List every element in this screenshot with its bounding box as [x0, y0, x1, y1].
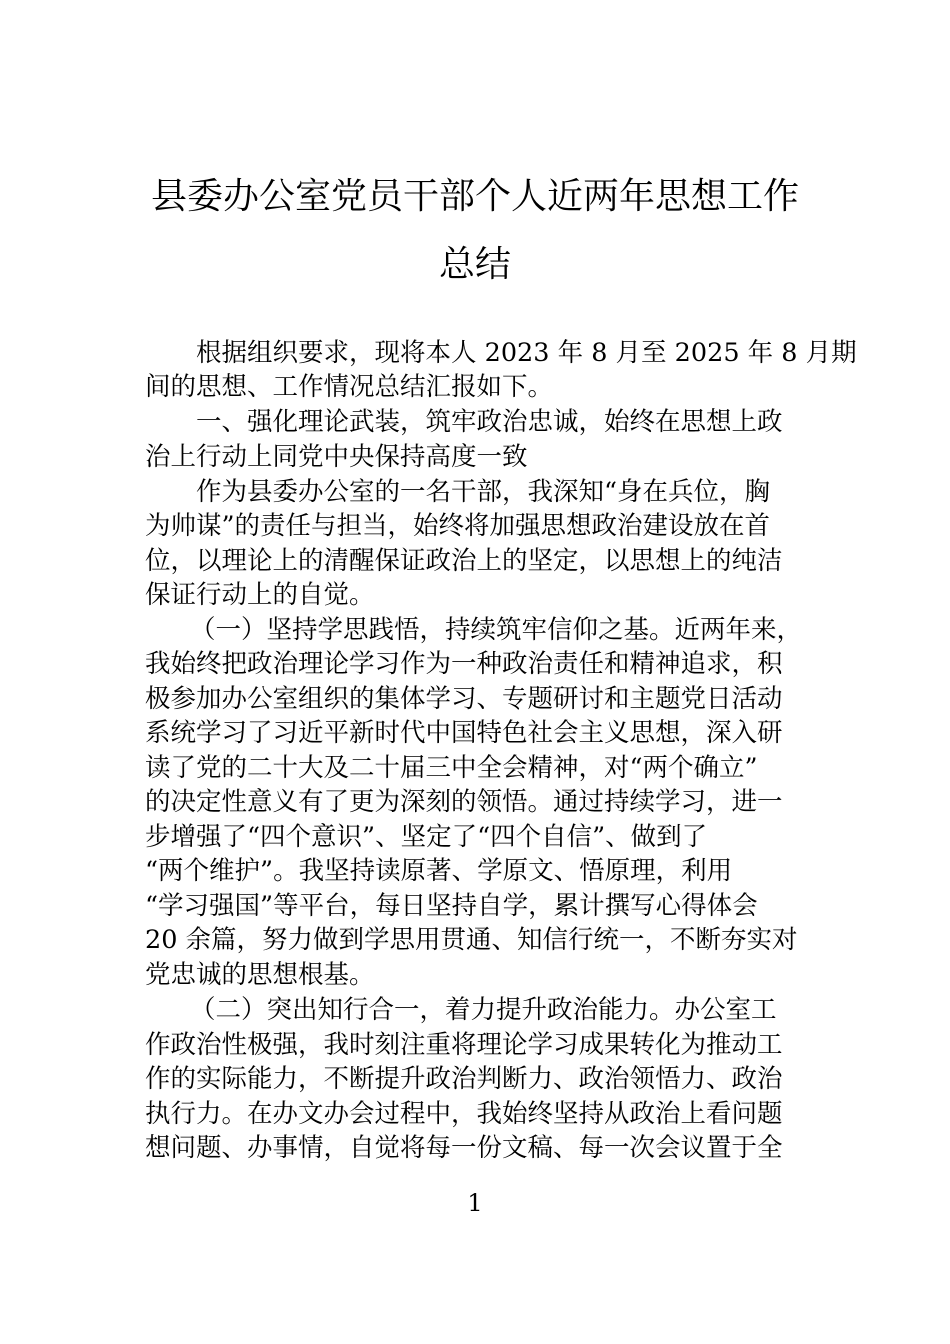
body-line: 位，以理论上的清醒保证政治上的坚定，以思想上的纯洁 — [145, 546, 783, 576]
body-line: 我始终把政治理论学习作为一种政治责任和精神追求，积 — [145, 649, 783, 679]
body-line: 作政治性极强，我时刻注重将理论学习成果转化为推动工 — [145, 1030, 783, 1060]
body-line: 执行力。在办文办会过程中，我始终坚持从政治上看问题 — [145, 1099, 783, 1129]
page-number: 1 — [467, 1189, 483, 1217]
document-title-line-2: 总结 — [438, 244, 511, 285]
subsection-line: （一）坚持学思践悟，持续筑牢信仰之基。近两年来， — [190, 615, 803, 645]
subsection-line: （二）突出知行合一，着力提升政治能力。办公室工 — [190, 995, 777, 1025]
body-line: 系统学习了习近平新时代中国特色社会主义思想，深入研 — [145, 718, 783, 748]
body-line: 20 余篇，努力做到学思用贯通、知信行统一，不断夯实对 — [145, 925, 798, 955]
body-line: 作的实际能力，不断提升政治判断力、政治领悟力、政治 — [145, 1064, 783, 1094]
section-heading-line: 治上行动上同党中央保持高度一致 — [145, 442, 528, 472]
body-line: 作为县委办公室的一名干部，我深知“身在兵位，胸 — [196, 477, 771, 507]
body-line: 的决定性意义有了更为深刻的领悟。通过持续学习，进一 — [145, 787, 783, 817]
body-line: 根据组织要求，现将本人 2023 年 8 月至 2025 年 8 月期 — [196, 338, 857, 368]
body-line: 想问题、办事情，自觉将每一份文稿、每一次会议置于全 — [145, 1133, 783, 1163]
body-line: 党忠诚的思想根基。 — [145, 960, 375, 990]
body-line: 为帅谋”的责任与担当，始终将加强思想政治建设放在首 — [145, 511, 771, 541]
body-line: 步增强了“四个意识”、坚定了“四个自信”、做到了 — [145, 822, 708, 852]
section-heading-line: 一、强化理论武装，筑牢政治忠诚，始终在思想上政 — [196, 407, 783, 437]
body-line: “两个维护”。我坚持读原著、学原文、悟原理，利用 — [145, 856, 733, 886]
body-line: 读了党的二十大及二十届三中全会精神，对“两个确立” — [145, 753, 758, 783]
body-line: 保证行动上的自觉。 — [145, 580, 375, 610]
body-line: 间的思想、工作情况总结汇报如下。 — [145, 372, 554, 402]
document-title-line-1: 县委办公室党员干部个人近两年思想工作 — [150, 176, 799, 217]
body-line: “学习强国”等平台，每日坚持自学，累计撰写心得体会 — [145, 891, 758, 921]
body-line: 极参加办公室组织的集体学习、专题研讨和主题党日活动 — [145, 684, 783, 714]
